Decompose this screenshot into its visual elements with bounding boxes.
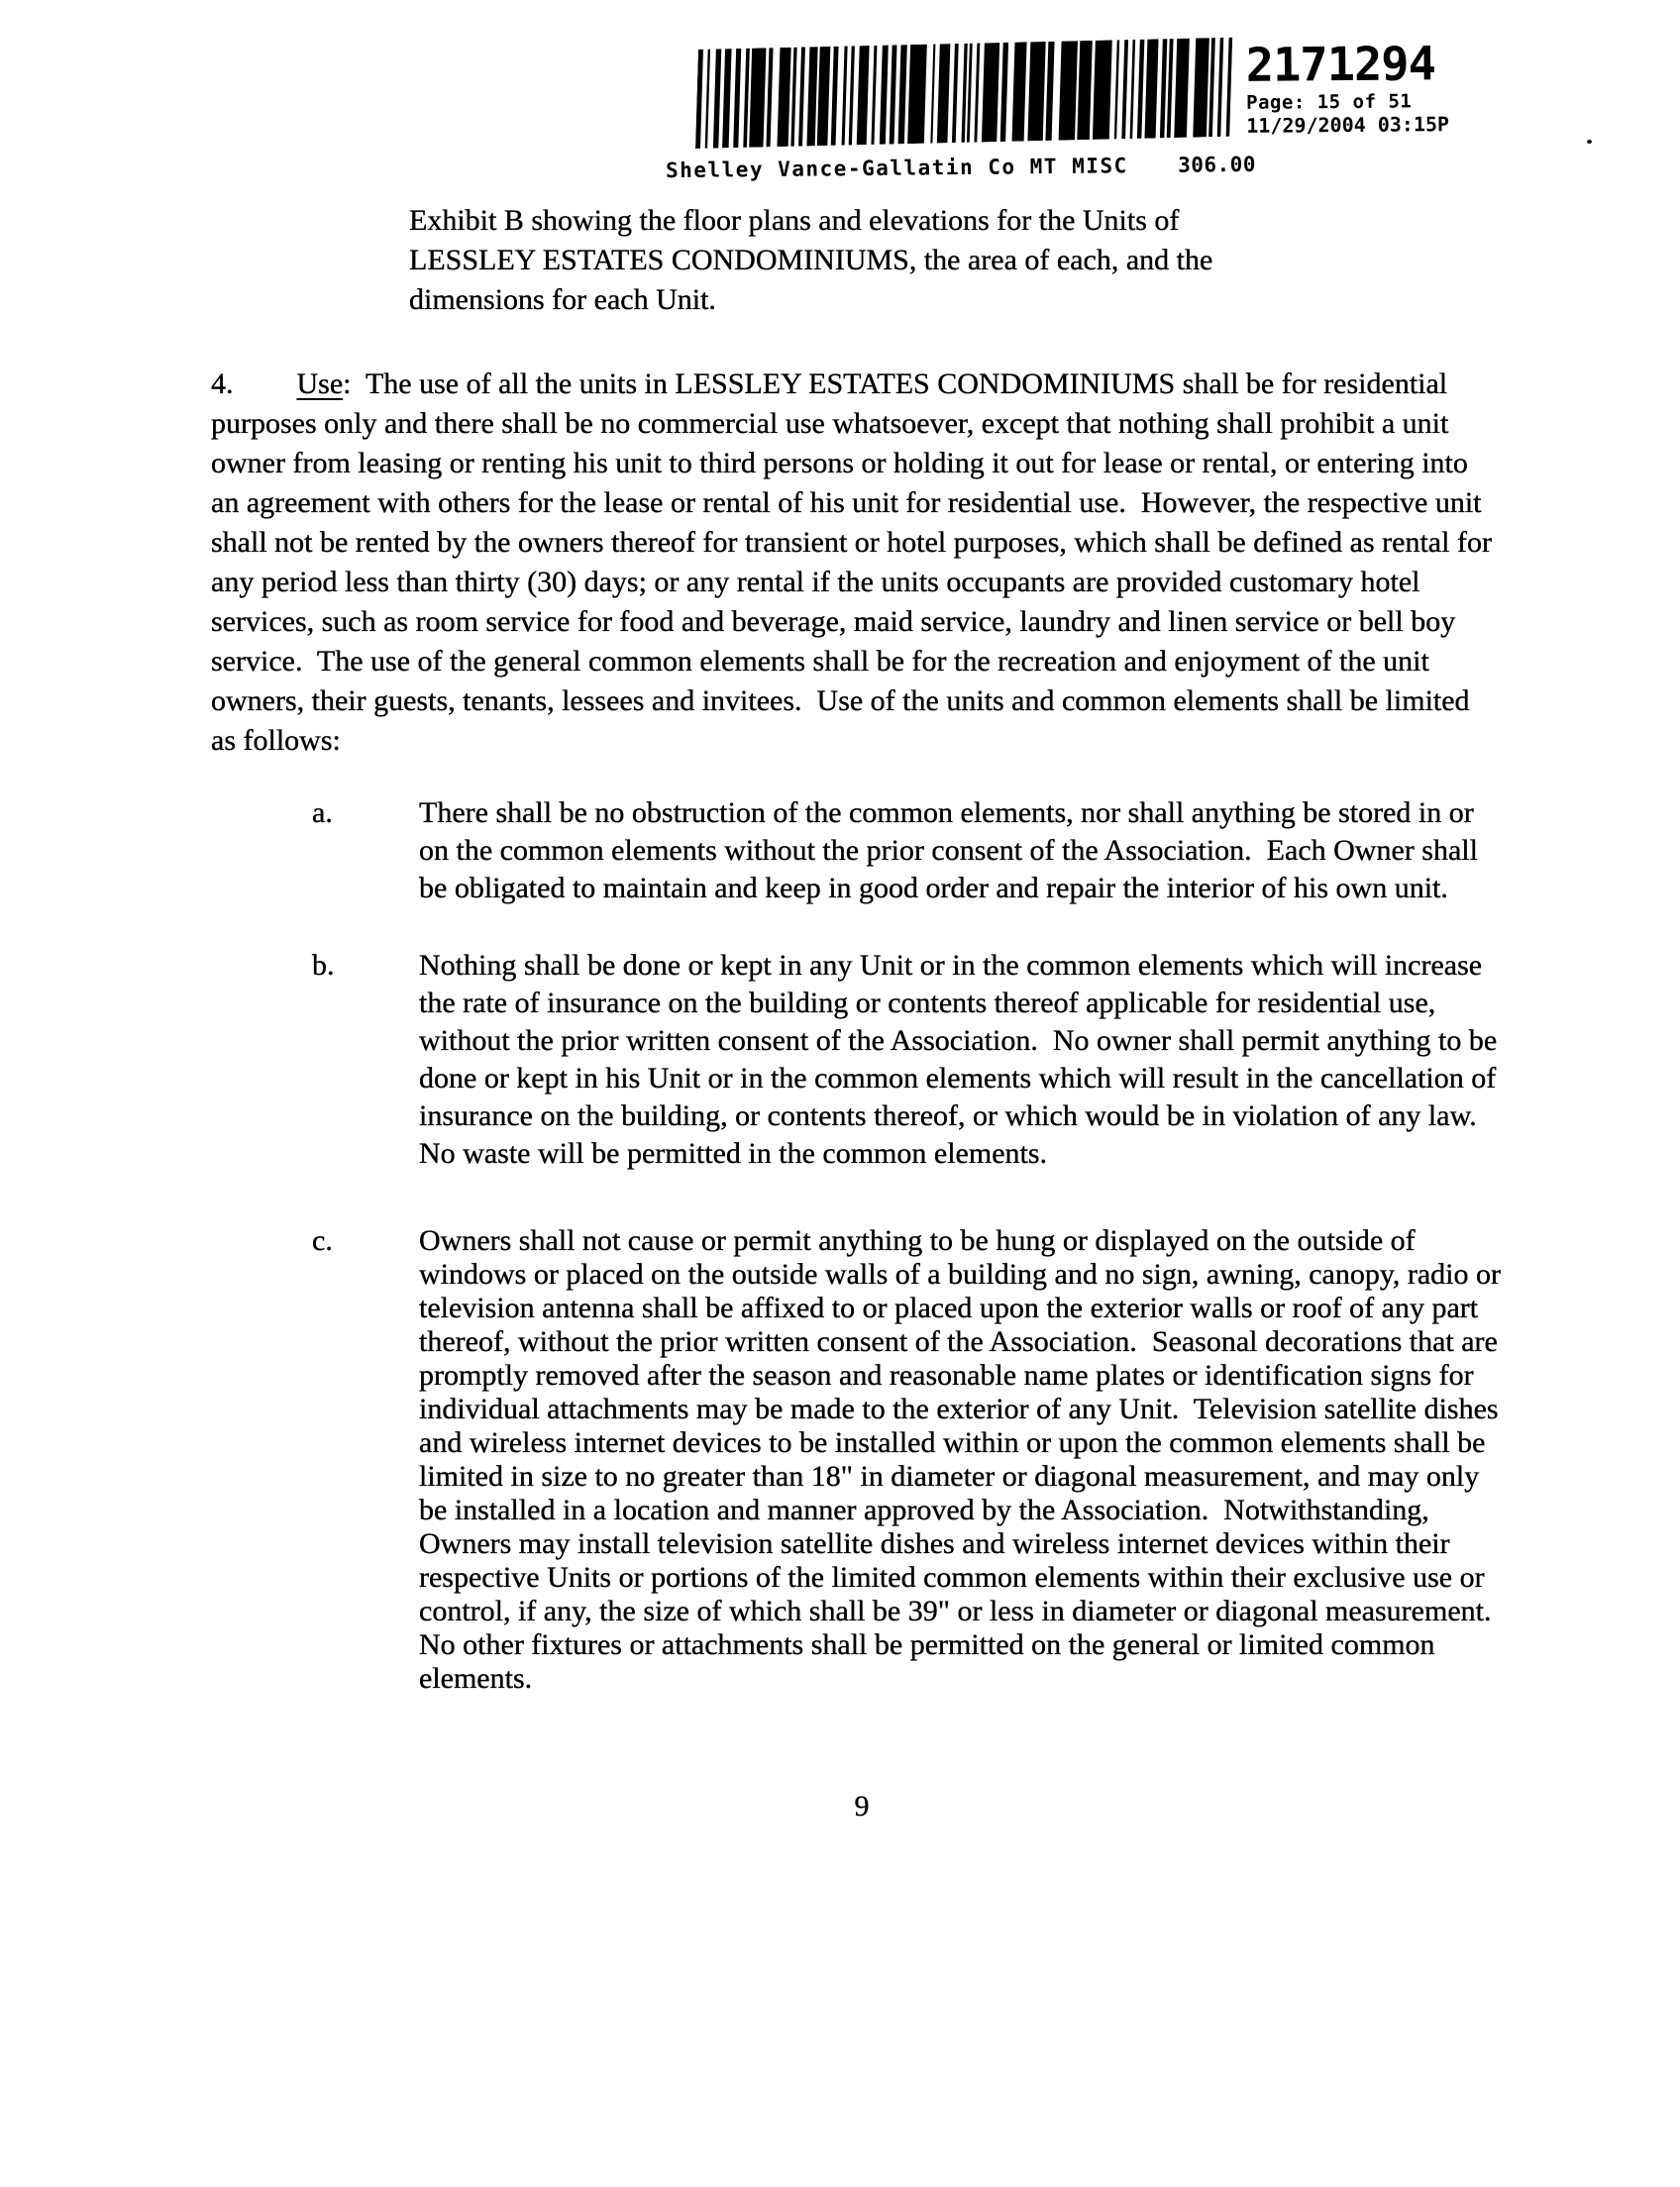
item-label: a. bbox=[312, 796, 333, 829]
document-number: 2171294 bbox=[1245, 37, 1436, 93]
item-text: There shall be no obstruction of the common elements, nor shall anything be stored in or on the common elements without the prior consent of the Association. Each Owner shall be obligated to maintain and keep in good order and repair the interior of his own unit. bbox=[419, 796, 1486, 904]
section-number: 4. bbox=[211, 367, 234, 400]
recording-stamp bbox=[1246, 39, 1450, 138]
list-item-c bbox=[211, 1224, 1509, 1696]
document-body bbox=[211, 201, 1509, 1826]
list-item-b bbox=[211, 947, 1505, 1173]
scan-artifact-dot bbox=[1587, 140, 1592, 144]
barcode-icon bbox=[695, 37, 1241, 149]
item-label: b. bbox=[312, 949, 335, 982]
stamp-page-info: Page: 15 of 51 bbox=[1246, 90, 1413, 114]
section-heading: Use bbox=[296, 367, 344, 400]
recorder-name: Shelley Vance-Gallatin Co MT MISC bbox=[665, 154, 1128, 183]
item-text: Nothing shall be done or kept in any Unit or in the common elements which will increase the rate of insurance on the building or contents thereof applicable for residential use, without the prior written consent of the Association. No owner shall permit anything to be done or kept in his Unit or in the common elements which will result in the cancellation of insurance on the building, or contents thereof, or which would be in violation of any law. No waste will be permitted in the common elements. bbox=[419, 949, 1505, 1170]
recording-fee: 306.00 bbox=[1178, 152, 1257, 177]
item-label: c. bbox=[312, 1224, 333, 1257]
section-body-text: The use of all the units in LESSLEY ESTATES CONDOMINIUMS shall be for residential purposes only and there shall be no commercial use whatsoever, except that nothing shall prohibit a unit owner from leasing or renting his unit to third persons or holding it out for lease or rental, or entering into an agreement with others for the lease or rental of his unit for residential use. However, the respective unit shall not be rented by the owners thereof for transient or hotel purposes, which shall be defined as rental for any period less than thirty (30) days; or any rental if the units occupants are provided customary hotel services, such as room service for food and beverage, maid service, laundry and linen service or bell boy service. The use of the general common elements shall be for the recreation and enjoyment of the unit owners, their guests, tenants, lessees and invitees. Use of the units and common elements shall be limited as follows: bbox=[211, 367, 1500, 757]
section-4-use-paragraph bbox=[211, 364, 1500, 761]
section-heading-colon: : bbox=[343, 367, 352, 400]
list-item-a bbox=[211, 794, 1497, 907]
page-number: 9 bbox=[854, 1790, 870, 1822]
stamp-datetime: 11/29/2004 03:15P bbox=[1246, 112, 1450, 138]
exhibit-b-paragraph: Exhibit B showing the floor plans and elevations for the Units of LESSLEY ESTATES CONDOMINIUMS, the area of each, and the dimensions for each Unit. bbox=[409, 204, 1213, 316]
item-text: Owners shall not cause or permit anything to be hung or displayed on the outside of windows or placed on the outside walls of a building and no sign, awning, canopy, radio or television antenna shall be affixed to or placed upon the exterior walls or roof of any part thereof, without the prior written consent of the Association. Seasonal decorations that are promptly removed after the season and reasonable name plates or identification signs for individual attachments may be made to the exterior of any Unit. Television satellite dishes and wireless internet devices to be installed within or upon the common elements shall be limited in size to no greater than 18" in diameter or diagonal measurement, and may only be installed in a location and manner approved by the Association. Notwithstanding, Owners may install television satellite dishes and wireless internet devices within their respective Units or portions of the limited common elements within their exclusive use or control, if any, the size of which shall be 39" or less in diameter or diagonal measurement. No other fixtures or attachments shall be permitted on the general or limited common elements. bbox=[419, 1224, 1509, 1695]
recorder-info-line bbox=[666, 153, 1256, 182]
